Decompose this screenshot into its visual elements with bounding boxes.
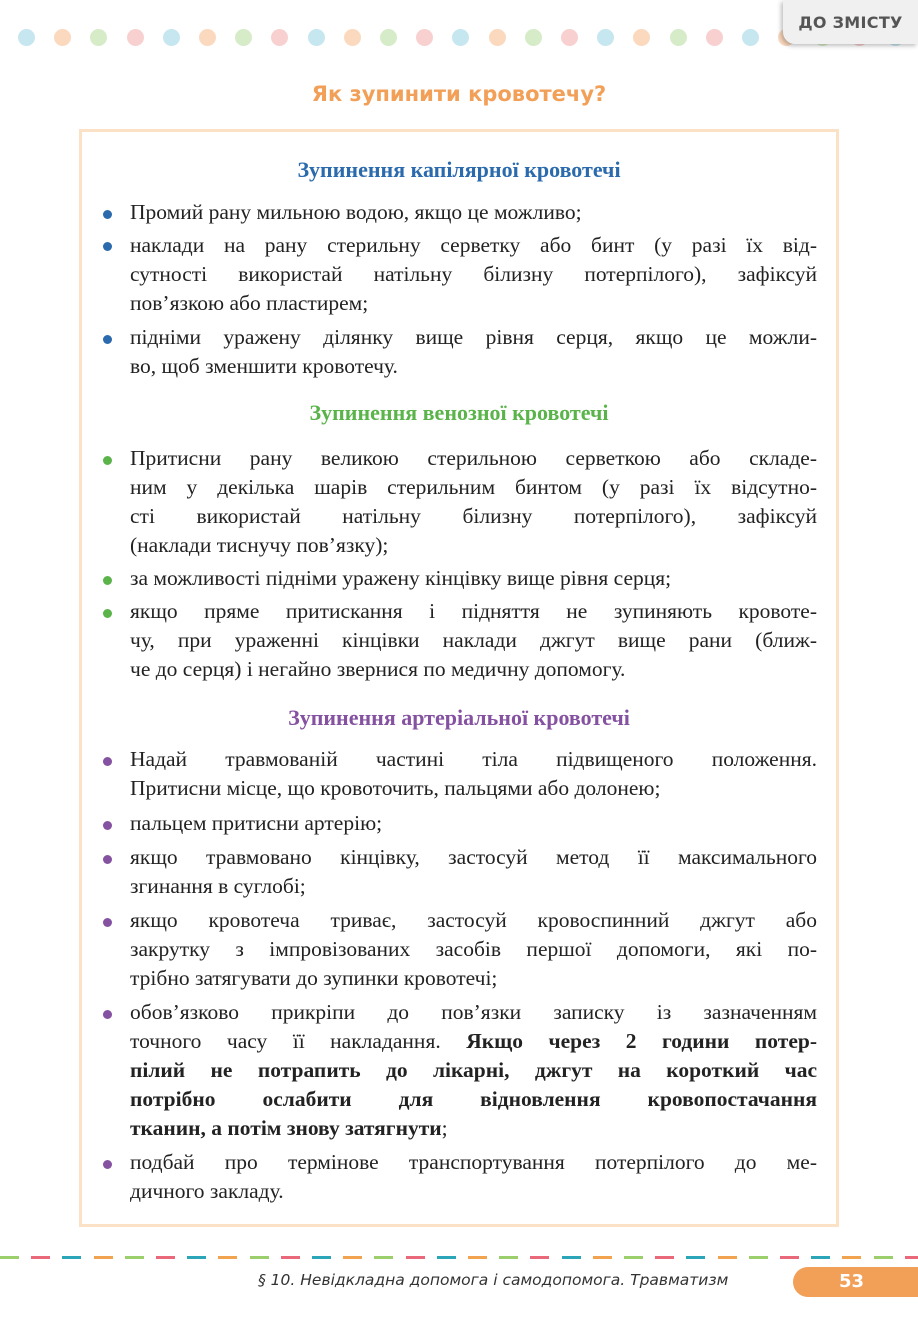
decorative-dot	[416, 29, 433, 46]
decorative-dash	[593, 1256, 612, 1259]
bullet-icon	[103, 821, 112, 830]
decorative-dot	[235, 29, 252, 46]
bold-warning-line: потрібно ослабити для відновлення кровопостачання	[130, 1087, 817, 1111]
list-item-line	[130, 1027, 817, 1056]
list-item-line: Надай травмованій частині тіла підвищеного положення.	[130, 747, 817, 771]
list-item-line: якщо травмовано кінцівку, застосуй метод її максимального	[130, 845, 817, 869]
decorative-dot	[344, 29, 361, 46]
bullet-icon	[103, 242, 112, 251]
decorative-dot	[633, 29, 650, 46]
decorative-dot	[706, 29, 723, 46]
decorative-dash	[811, 1256, 830, 1259]
bullet-icon	[103, 456, 112, 465]
decorative-dash	[530, 1256, 549, 1259]
list-item-line: сті використай натільну білизну потерпілого), зафіксуй	[130, 504, 817, 528]
decorative-dash	[250, 1256, 269, 1259]
decorative-dot	[271, 29, 288, 46]
list-item-line: згинання в суглобі;	[130, 874, 306, 898]
bold-warning-text: тканин, а потім знову затягнути	[130, 1116, 442, 1140]
decorative-dash	[780, 1256, 799, 1259]
decorative-dot	[127, 29, 144, 46]
section-title-venous: Зупинення венозної кровотечі	[309, 400, 609, 425]
list-item-line: сутності використай натільну білизну потерпілого), зафіксуй	[130, 262, 817, 286]
toc-button[interactable]: ДО ЗМІСТУ	[783, 0, 918, 44]
bold-warning-text: Якщо через 2 години потер-	[466, 1029, 817, 1053]
list-item-line: Притисни рану великою стерильною серветкою або складе-	[130, 446, 817, 470]
decorative-dash	[718, 1256, 737, 1259]
list-item-line: підніми уражену ділянку вище рівня серця, якщо це можли-	[130, 325, 817, 349]
page-title: Як зупинити кровотечу?	[311, 82, 607, 106]
decorative-dash	[874, 1256, 893, 1259]
bullet-icon	[103, 576, 112, 585]
list-item-line: якщо кровотеча триває, застосуй кровоспинний джгут або	[130, 908, 817, 932]
decorative-dash	[406, 1256, 425, 1259]
list-item-line: во, щоб зменшити кровотечу.	[130, 354, 398, 378]
decorative-dot	[380, 29, 397, 46]
decorative-dash	[94, 1256, 113, 1259]
decorative-dot	[670, 29, 687, 46]
decorative-dash	[655, 1256, 674, 1259]
decorative-dot	[90, 29, 107, 46]
plain-text: точного часу її накладання.	[130, 1029, 467, 1053]
list-item-line: чу, при ураженні кінцівки наклади джгут вище рани (ближ-	[130, 628, 817, 652]
section-title-capillary: Зупинення капілярної кровотечі	[297, 157, 621, 182]
list-item-line	[130, 1114, 817, 1143]
decorative-dash	[562, 1256, 581, 1259]
list-item-line: Притисни місце, що кровоточить, пальцями або долонею;	[130, 776, 661, 800]
decorative-dot	[163, 29, 180, 46]
list-item-line: ним у декілька шарів стерильним бинтом (у разі їх відсутно-	[130, 475, 817, 499]
decorative-dash-line	[0, 1256, 918, 1260]
bullet-icon	[103, 609, 112, 618]
list-item-line: обов’язково прикріпи до пов’язки записку із зазначенням	[130, 1000, 817, 1024]
list-item-line: че до серця) і негайно звернися по медичну допомогу.	[130, 657, 626, 681]
decorative-dash	[31, 1256, 50, 1259]
decorative-dot	[742, 29, 759, 46]
decorative-dash	[156, 1256, 175, 1259]
list-item-line: за можливості підніми уражену кінцівку вище рівня серця;	[130, 566, 672, 590]
decorative-dash	[905, 1256, 918, 1259]
decorative-dot	[452, 29, 469, 46]
bullet-icon	[103, 1010, 112, 1019]
decorative-dash	[437, 1256, 456, 1259]
bullet-icon	[103, 1160, 112, 1169]
decorative-dash	[374, 1256, 393, 1259]
list-item-line: закрутку з імпровізованих засобів першої допомоги, які по-	[130, 937, 817, 961]
decorative-dash	[0, 1256, 19, 1259]
decorative-dot	[18, 29, 35, 46]
section-title-arterial: Зупинення артеріальної кровотечі	[288, 705, 630, 730]
decorative-dash	[499, 1256, 518, 1259]
decorative-dash	[62, 1256, 81, 1259]
decorative-dot	[199, 29, 216, 46]
bold-warning-line: пілий не потрапить до лікарні, джгут на короткий час	[130, 1058, 817, 1082]
decorative-dash	[624, 1256, 643, 1259]
page-number: 53	[793, 1267, 918, 1297]
decorative-dash	[187, 1256, 206, 1259]
decorative-dash	[281, 1256, 300, 1259]
decorative-dash	[686, 1256, 705, 1259]
bullet-icon	[103, 757, 112, 766]
plain-text: ;	[441, 1116, 448, 1140]
bullet-icon	[103, 335, 112, 344]
list-item-line: трібно затягувати до зупинки кровотечі;	[130, 966, 498, 990]
list-item-line: пов’язкою або пластирем;	[130, 291, 369, 315]
decorative-dash	[468, 1256, 487, 1259]
list-item-line: Промий рану мильною водою, якщо це можливо;	[130, 200, 582, 224]
list-item-line: подбай про термінове транспортування потерпілого до ме-	[130, 1150, 817, 1174]
decorative-dot	[54, 29, 71, 46]
bullet-icon	[103, 918, 112, 927]
list-item-line: пальцем притисни артерію;	[130, 811, 383, 835]
decorative-dash	[842, 1256, 861, 1259]
bullet-icon	[103, 210, 112, 219]
decorative-dot	[561, 29, 578, 46]
decorative-dash	[343, 1256, 362, 1259]
decorative-dot	[308, 29, 325, 46]
decorative-dash	[312, 1256, 331, 1259]
footer-chapter-title: § 10. Невідкладна допомога і самодопомога. Травматизм	[258, 1271, 729, 1289]
bullet-icon	[103, 855, 112, 864]
list-item-line: якщо пряме притискання і підняття не зупиняють кровоте-	[130, 599, 817, 623]
list-item-line: дичного закладу.	[130, 1179, 284, 1203]
decorative-dash	[749, 1256, 768, 1259]
decorative-dash	[125, 1256, 144, 1259]
decorative-dot	[489, 29, 506, 46]
list-item-line: (наклади тиснучу пов’язку);	[130, 533, 389, 557]
list-item-line: наклади на рану стерильну серветку або бинт (у разі їх від-	[130, 233, 817, 257]
decorative-dot	[597, 29, 614, 46]
decorative-dash	[218, 1256, 237, 1259]
decorative-dot	[525, 29, 542, 46]
